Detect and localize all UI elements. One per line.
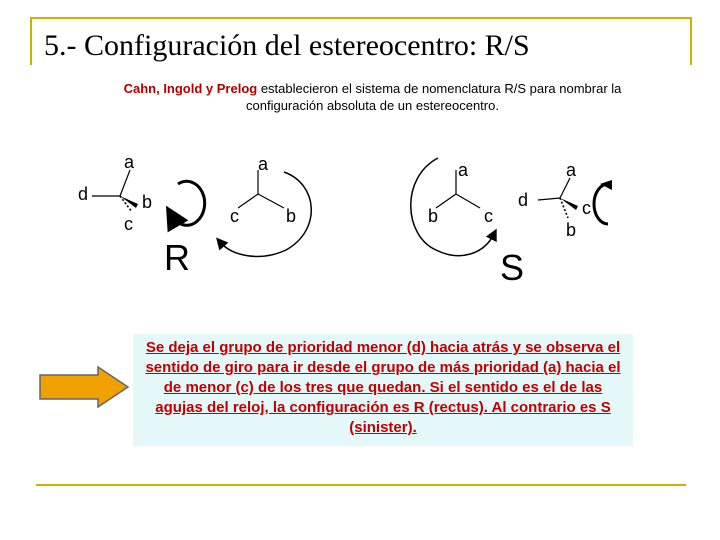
counterclockwise-arrow	[411, 158, 494, 256]
proj-label-b: b	[428, 206, 439, 226]
frame-left-line	[30, 17, 32, 65]
left-projection	[220, 154, 311, 256]
frame-top-line	[30, 17, 692, 19]
right-projection	[411, 158, 524, 288]
label-b: b	[142, 192, 153, 212]
bottom-rule	[36, 484, 686, 486]
right-molecule	[518, 160, 612, 240]
label-a: a	[566, 160, 577, 180]
bond-d	[538, 198, 560, 200]
slide-title: 5.- Configuración del estereocentro: R/S	[44, 29, 530, 62]
frame-right-line	[690, 17, 692, 65]
dash-c	[120, 196, 132, 212]
label-a: a	[124, 152, 135, 172]
bond-a	[560, 178, 570, 198]
label-c: c	[582, 198, 591, 218]
stereocenter-diagram	[60, 140, 670, 300]
label-S: S	[500, 247, 525, 288]
label-c: c	[124, 214, 133, 234]
label-R: R	[164, 237, 190, 278]
rotation-arrow-counterclockwise	[594, 184, 608, 224]
proj-bond-c	[456, 194, 480, 208]
intro-paragraph	[120, 80, 625, 114]
proj-label-a: a	[458, 160, 469, 180]
label-d: d	[518, 190, 529, 210]
proj-bond-b	[258, 194, 284, 208]
left-molecule	[78, 152, 205, 278]
intro-text: establecieron el sistema de nomenclatura R/S para nombrar la configuración absoluta de un estereocentro.	[246, 81, 622, 113]
proj-label-a: a	[258, 154, 269, 174]
wedge-c	[560, 198, 578, 210]
bond-a	[120, 170, 130, 196]
proj-label-b: b	[286, 206, 297, 226]
wedge-b	[120, 196, 138, 208]
proj-bond-c	[238, 194, 258, 208]
intro-authors: Cahn, Ingold y Prelog	[123, 81, 258, 96]
right-arrow-icon	[38, 366, 130, 408]
label-d: d	[78, 184, 89, 204]
proj-label-c: c	[484, 206, 493, 226]
proj-label-c: c	[230, 206, 239, 226]
explanation-note: Se deja el grupo de prioridad menor (d) hacia atrás y se observa el sentido de giro para ir desde el grupo de más prioridad (a) hacia el de menor (c) de los tres que quedan. Si el sentido es el de las agujas del reloj, la configuración es R (rectus). Al contrario es S (sinister).	[133, 334, 633, 446]
proj-bond-b	[436, 194, 456, 208]
label-b: b	[566, 220, 577, 240]
rotation-arrow-clockwise	[172, 181, 205, 225]
